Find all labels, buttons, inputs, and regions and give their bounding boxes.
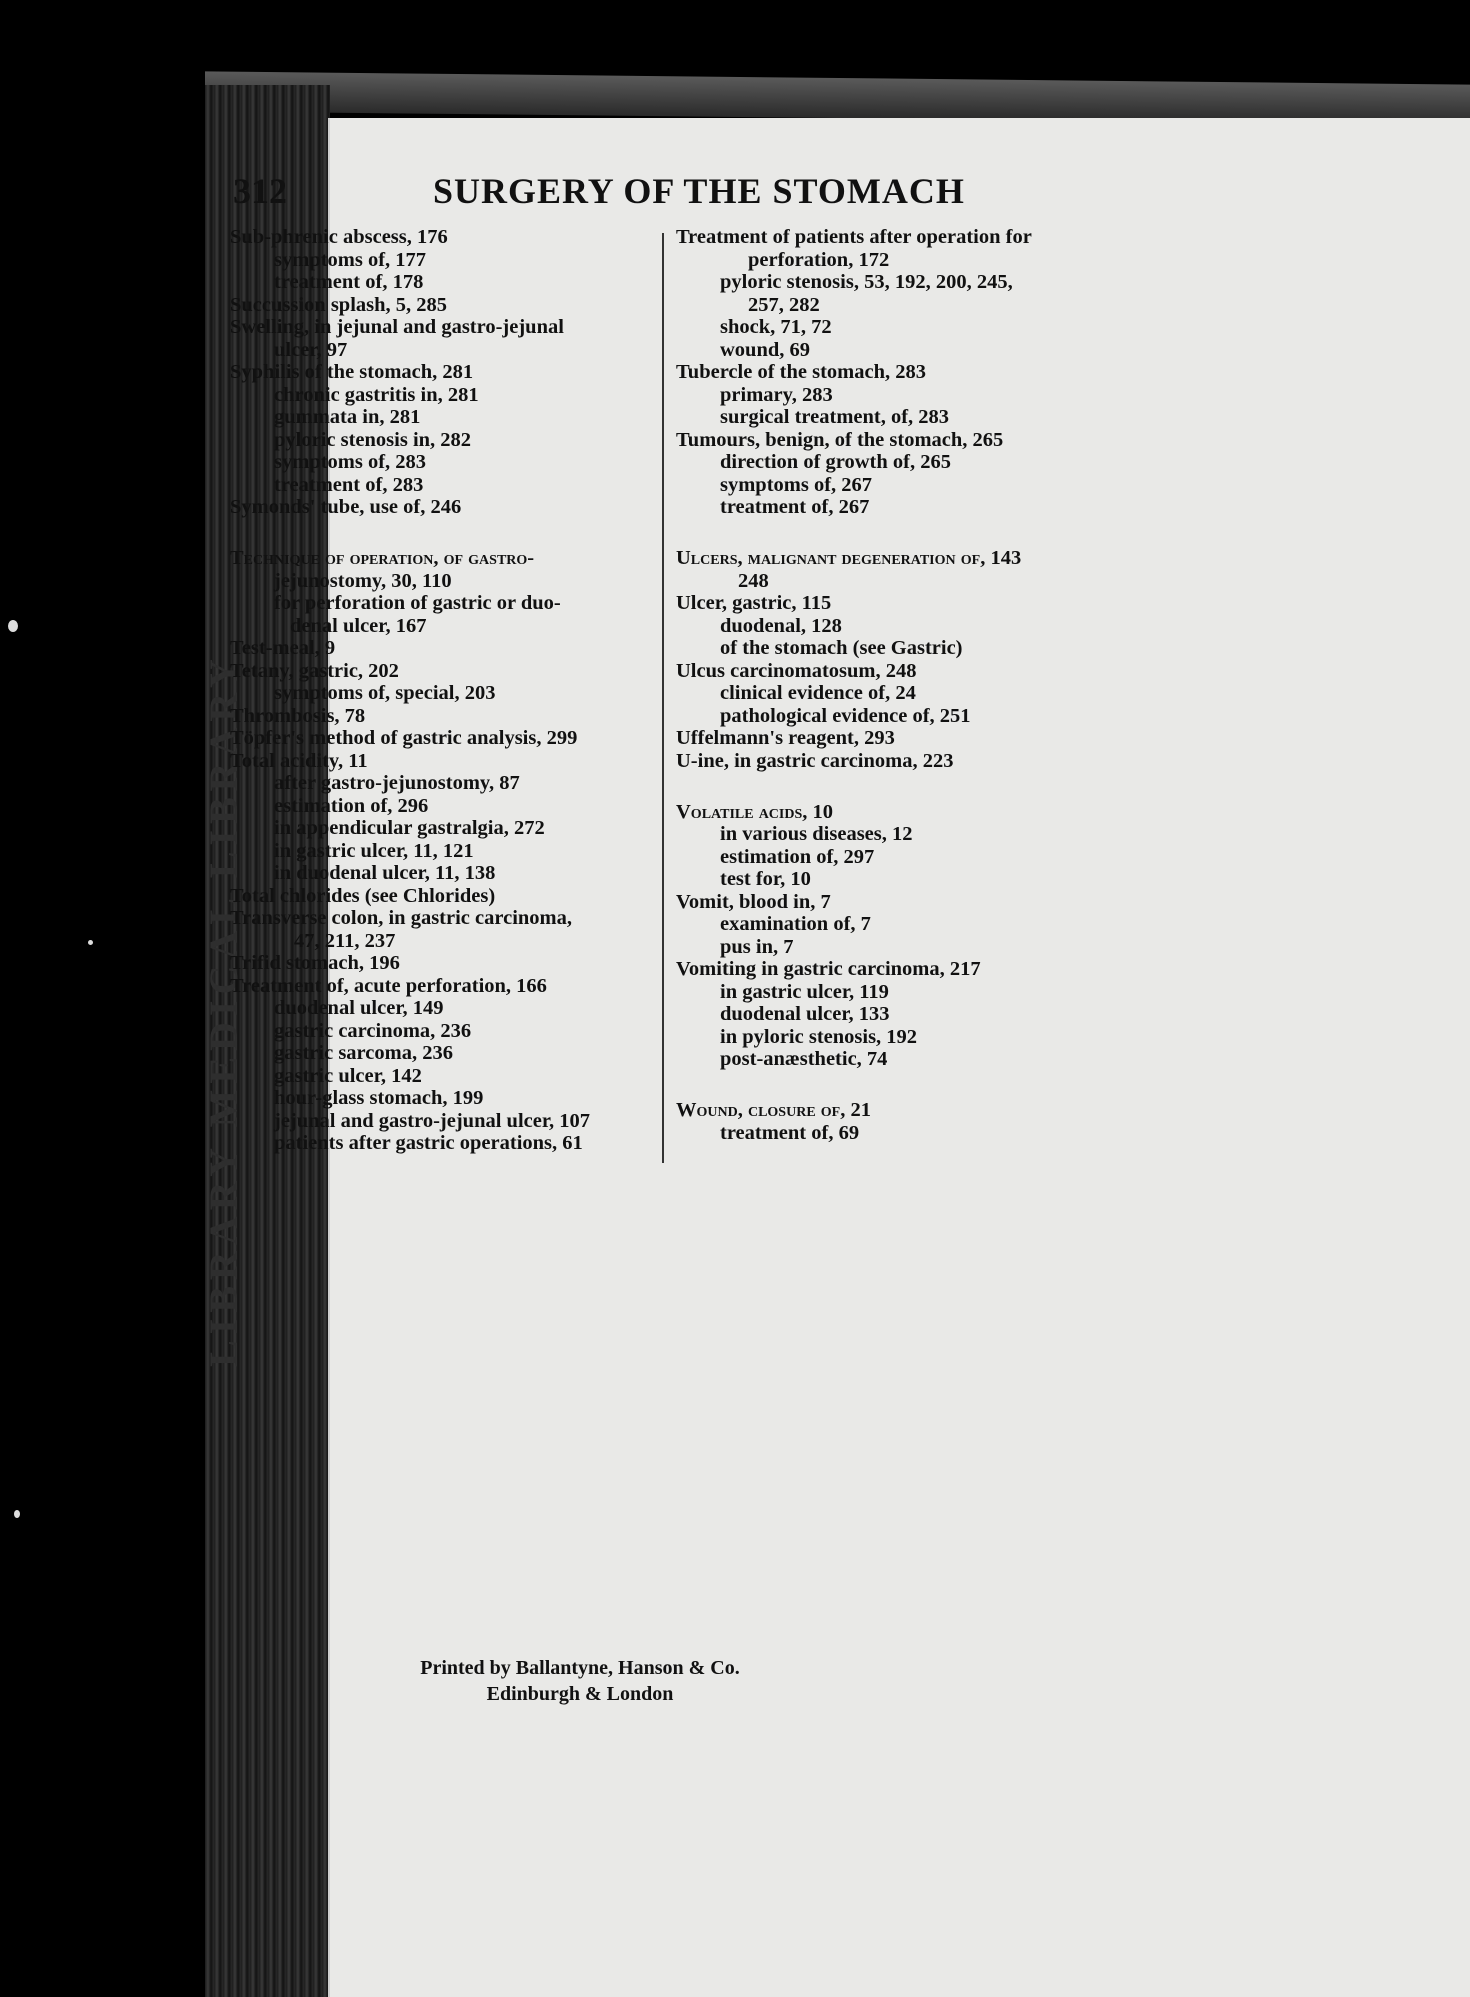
index-subentry: duodenal ulcer, 149: [274, 997, 444, 1019]
index-subentry: shock, 71, 72: [720, 316, 832, 338]
index-entry: Vomit, blood in, 7: [676, 890, 831, 913]
index-entry: Thrombosis, 78: [230, 704, 366, 727]
index-entry: Wound, closure of, 21: [676, 1099, 871, 1121]
imprint-location: Edinburgh & London: [486, 1683, 674, 1705]
index-entry: Tetany, gastric, 202: [230, 659, 399, 682]
index-entry: Ulcers, malignant degeneration of, 143: [676, 547, 1022, 569]
section-gap: [676, 519, 1108, 542]
index-subentry: chronic gastritis in, 281: [274, 383, 479, 406]
index-subentry: direction of growth of, 265: [720, 451, 951, 473]
index-entry: U-ine, in gastric carcinoma, 223: [676, 749, 954, 772]
index-entry: Succussion splash, 5, 285: [230, 293, 448, 316]
index-subentry: treatment of, 178: [274, 271, 424, 293]
index-entry: Symonds' tube, use of, 246: [230, 496, 462, 518]
index-subentry: duodenal ulcer, 133: [720, 1003, 890, 1025]
book-top-edge: [205, 71, 1470, 124]
index-subentry: in appendicular gastralgia, 272: [274, 817, 545, 839]
index-column-right: [676, 226, 1108, 1144]
index-entry: Transverse colon, in gastric carcinoma,: [230, 907, 572, 929]
index-subentry: wound, 69: [720, 338, 811, 361]
index-subentry: in pyloric stenosis, 192: [720, 1025, 918, 1048]
index-subentry: in gastric ulcer, 119: [720, 980, 889, 1003]
index-subentry: post-anæsthetic, 74: [720, 1048, 888, 1070]
index-subentry: symptoms of, 283: [274, 451, 427, 473]
index-subentry: jejunal and gastro-jejunal ulcer, 107: [274, 1109, 591, 1132]
section-gap: [230, 519, 662, 542]
index-entry: Töpfer's method of gastric analysis, 299: [230, 727, 578, 749]
running-title: SURGERY OF THE STOMACH: [433, 171, 965, 211]
index-subentry: treatment of, 283: [274, 473, 424, 496]
index-subentry: pyloric stenosis, 53, 192, 200, 245,: [720, 271, 1013, 293]
index-entry-continuation: jejunostomy, 30, 110: [274, 569, 452, 592]
index-subentry: examination of, 7: [720, 913, 871, 935]
index-entry-continuation: perforation, 172: [748, 248, 890, 271]
section-gap: [676, 1071, 1108, 1094]
index-subentry: after gastro-jejunostomy, 87: [274, 772, 520, 794]
index-subentry: of the stomach (see Gastric): [720, 637, 963, 659]
index-entry: Tubercle of the stomach, 283: [676, 361, 926, 383]
index-entry: Trifid stomach, 196: [230, 952, 400, 974]
index-entry-continuation: ulcer, 97: [274, 338, 348, 361]
index-entry: Volatile acids, 10: [676, 800, 834, 823]
index-subentry: primary, 283: [720, 383, 833, 406]
imprint-printer: Printed by Ballantyne, Hanson & Co.: [420, 1657, 740, 1679]
section-gap: [676, 772, 1108, 795]
dust-speck: [14, 1510, 20, 1518]
index-entry-continuation: denal ulcer, 167: [290, 614, 427, 637]
index-entry-continuation: 257, 282: [748, 293, 820, 316]
dust-speck: [88, 940, 93, 945]
index-subentry: in gastric ulcer, 11, 121: [274, 839, 474, 862]
dust-speck: [8, 620, 18, 632]
index-subentry: symptoms of, 177: [274, 248, 427, 271]
index-subentry: test for, 10: [720, 868, 811, 890]
index-entry: Total acidity, 11: [230, 749, 368, 772]
index-subentry: duodenal, 128: [720, 614, 842, 637]
index-entry: Tumours, benign, of the stomach, 265: [676, 428, 1004, 451]
index-subentry: treatment of, 267: [720, 496, 870, 518]
index-entry: Treatment of, acute perforation, 166: [230, 974, 547, 997]
index-entry-text: Swelling, in jejunal and gastro-jejunal: [230, 316, 564, 338]
index-subentry: hour-glass stomach, 199: [274, 1087, 484, 1109]
index-subentry: gastric sarcoma, 236: [274, 1042, 453, 1064]
index-entry: Sub-phrenic abscess, 176: [230, 226, 448, 248]
index-subentry: in various diseases, 12: [720, 823, 913, 845]
index-entry-continuation: 47, 211, 237: [294, 929, 396, 952]
index-subentry: in duodenal ulcer, 11, 138: [274, 862, 496, 884]
index-subentry: estimation of, 297: [720, 845, 875, 868]
index-entry: Syphilis of the stomach, 281: [230, 361, 474, 383]
index-subentry: gummata in, 281: [274, 406, 421, 428]
index-column-left: [230, 226, 662, 1155]
index-subentry: clinical evidence of, 24: [720, 682, 916, 704]
index-entry: Test-meal, 9: [230, 637, 336, 659]
index-subentry: gastric ulcer, 142: [274, 1064, 422, 1087]
index-entry: Total chlorides (see Chlorides): [230, 884, 496, 907]
index-subentry: symptoms of, 267: [720, 473, 873, 496]
index-entry: Technique of operation, of gastro-: [230, 547, 535, 569]
column-rule: [662, 233, 664, 1163]
index-entry: Vomiting in gastric carcinoma, 217: [676, 958, 981, 980]
index-subentry: gastric carcinoma, 236: [274, 1019, 472, 1042]
index-subentry: pyloric stenosis in, 282: [274, 428, 472, 451]
index-entry: Ulcer, gastric, 115: [676, 592, 832, 614]
index-subentry: for perforation of gastric or duo-: [274, 592, 561, 614]
page-header: [233, 170, 1245, 222]
index-subentry: pus in, 7: [720, 935, 794, 958]
index-subentry: treatment of, 69: [720, 1121, 860, 1144]
index-entry: Treatment of patients after operation for: [676, 226, 1032, 248]
index-subentry: estimation of, 296: [274, 794, 429, 817]
index-entry: Ulcus carcinomatosum, 248: [676, 659, 917, 682]
index-subentry: pathological evidence of, 251: [720, 704, 971, 727]
index-subentry: surgical treatment, of, 283: [720, 406, 950, 428]
index-entry-continuation: 248: [738, 569, 769, 592]
index-subentry: patients after gastric operations, 61: [274, 1132, 583, 1154]
index-entry: [230, 316, 662, 339]
index-entry: Uffelmann's reagent, 293: [676, 727, 895, 749]
index-subentry: symptoms of, special, 203: [274, 682, 496, 704]
page-number: 312: [233, 171, 287, 211]
library-stamp: LIBRARY MEDICAL LIBRARY: [201, 653, 246, 1367]
printer-imprint: [330, 1655, 830, 1707]
